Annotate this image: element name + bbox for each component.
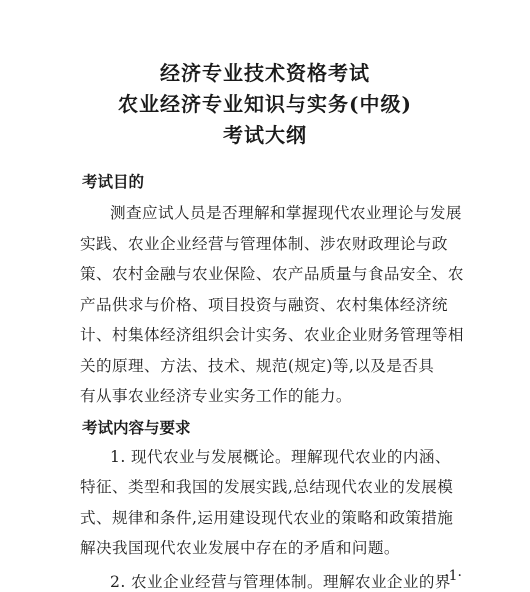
paragraph-line: 特征、类型和我国的发展实践,总结现代农业的发展模 — [80, 478, 454, 496]
paragraph-line: 计、村集体经济组织会计实务、农业企业财务管理等相 — [80, 326, 464, 344]
title-line-1: 经济专业技术资格考试 — [160, 61, 370, 85]
paragraph-line: 1. 现代农业与发展概论。理解现代农业的内涵、 — [110, 447, 451, 466]
title-line-2: 农业经济专业知识与实务(中级) — [118, 92, 412, 116]
section-heading-purpose: 考试目的 — [82, 173, 145, 191]
paragraph-line: 策、农村金融与农业保险、农产品质量与食品安全、农 — [80, 265, 464, 283]
paragraph-line: 解决我国现代农业发展中存在的矛盾和问题。 — [80, 539, 400, 557]
section-heading-content: 考试内容与要求 — [82, 418, 191, 437]
paragraph-line: 有从事农业经济专业实务工作的能力。 — [80, 387, 352, 405]
paragraph-line: 测查应试人员是否理解和掌握现代农业理论与发展 — [110, 204, 462, 222]
page-number: ·1· — [444, 568, 462, 584]
document-title — [0, 58, 530, 151]
paragraph-line: 产品供求与价格、项目投资与融资、农村集体经济统 — [80, 295, 448, 314]
paragraph-line: 实践、农业企业经营与管理体制、涉农财政理论与政 — [80, 234, 448, 253]
paragraph-line: 式、规律和条件,运用建设现代农业的策略和政策措施 — [80, 508, 454, 527]
paragraph-line: 2. 农业企业经营与管理体制。理解农业企业的界 — [110, 572, 451, 591]
title-line-3: 考试大纲 — [223, 123, 307, 147]
paragraph-line: 关的原理、方法、技术、规范(规定)等,以及是否具 — [80, 356, 435, 375]
